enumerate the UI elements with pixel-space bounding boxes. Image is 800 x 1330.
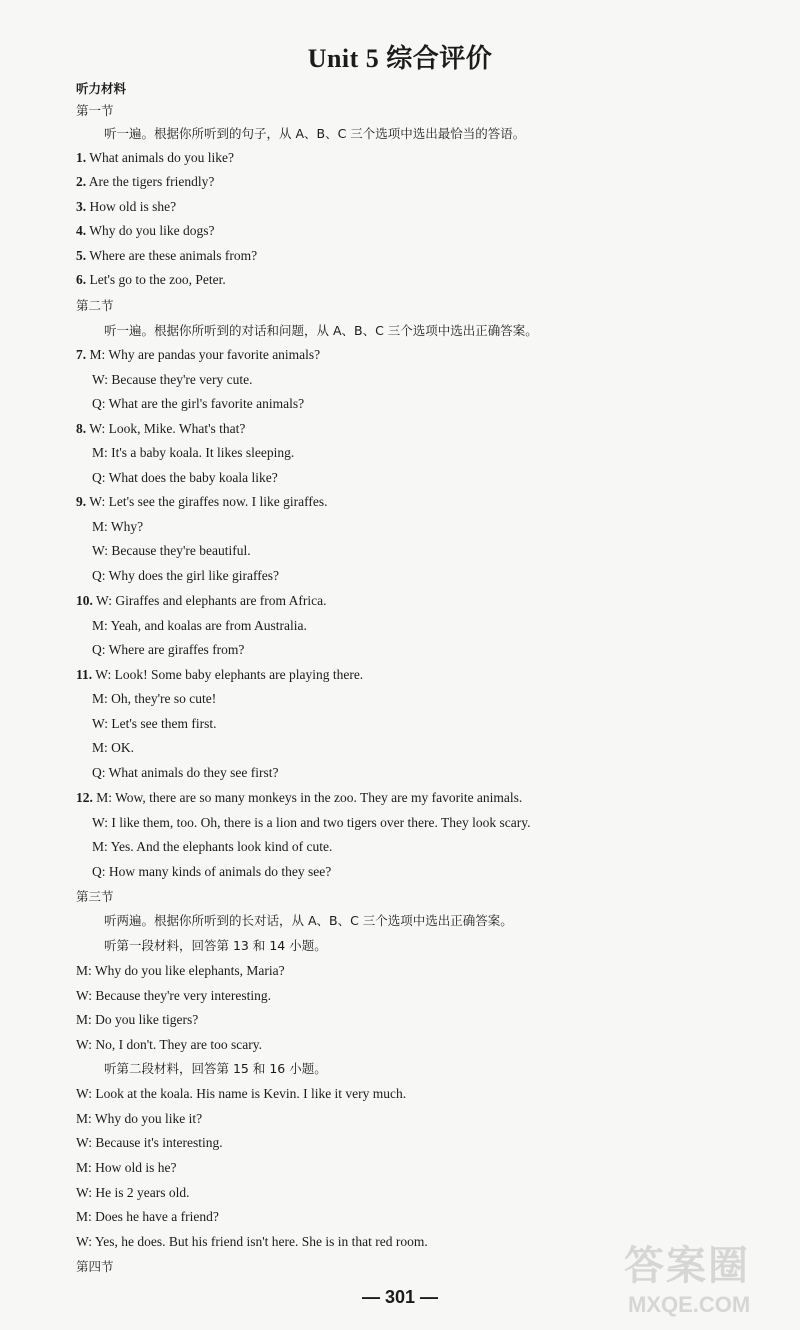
dialog-line: M: Do you like tigers? bbox=[76, 1012, 199, 1027]
dialog-line: W: He is 2 years old. bbox=[76, 1185, 190, 1200]
list-item: M: Oh, they're so cute! bbox=[92, 691, 217, 706]
list-item: M: Why? bbox=[92, 519, 144, 534]
list-item: M: OK. bbox=[92, 740, 135, 755]
page-title: Unit 5 综合评价 bbox=[307, 44, 493, 73]
dialog-line: W: No, I don't. They are too scary. bbox=[76, 1037, 263, 1052]
instruction-2: 听一遍。根据你所听到的对话和问题，从 A、B、C 三个选项中选出正确答案。 bbox=[104, 323, 538, 338]
instruction-1: 听一遍。根据你所听到的句子，从 A、B、C 三个选项中选出最恰当的答语。 bbox=[104, 126, 526, 141]
list-item: 11. W: Look! Some baby elephants are playing there. bbox=[76, 667, 364, 682]
list-item: 3. How old is she? bbox=[76, 199, 177, 214]
list-item: Q: How many kinds of animals do they see? bbox=[92, 864, 332, 879]
list-item: 1. What animals do you like? bbox=[76, 150, 234, 165]
page-number: — 301 — bbox=[361, 1287, 439, 1307]
list-item: 9. W: Let's see the giraffes now. I like giraffes. bbox=[76, 494, 328, 509]
list-item: 2. Are the tigers friendly? bbox=[76, 174, 215, 189]
list-item: 12. M: Wow, there are so many monkeys in the zoo. They are my favorite animals. bbox=[76, 790, 523, 805]
list-item: 8. W: Look, Mike. What's that? bbox=[76, 421, 246, 436]
list-item: M: Yeah, and koalas are from Australia. bbox=[92, 618, 307, 633]
list-item: Q: What are the girl's favorite animals? bbox=[92, 396, 305, 411]
watermark-logo bbox=[618, 1232, 788, 1324]
section-label-2: 第二节 bbox=[76, 298, 114, 313]
list-item: Q: What does the baby koala like? bbox=[92, 470, 278, 485]
dialog-line: M: How old is he? bbox=[76, 1160, 177, 1175]
dialog-line: M: Does he have a friend? bbox=[76, 1209, 219, 1224]
instruction-3: 听两遍。根据你所听到的长对话，从 A、B、C 三个选项中选出正确答案。 bbox=[104, 913, 513, 928]
section-label-4: 第四节 bbox=[76, 1259, 114, 1274]
list-item: M: It's a baby koala. It likes sleeping. bbox=[92, 445, 295, 460]
watermark-text: 答案圈 bbox=[624, 1243, 750, 1289]
list-item: Q: What animals do they see first? bbox=[92, 765, 279, 780]
dialog-line: W: Because they're very interesting. bbox=[76, 988, 271, 1003]
dialog-line: M: Why do you like elephants, Maria? bbox=[76, 963, 285, 978]
list-item: 10. W: Giraffes and elephants are from Africa. bbox=[76, 593, 327, 608]
list-item: W: Because they're beautiful. bbox=[92, 543, 251, 558]
section-label-3: 第三节 bbox=[76, 889, 114, 904]
list-item: W: Because they're very cute. bbox=[92, 372, 253, 387]
list-item: Q: Where are giraffes from? bbox=[92, 642, 245, 657]
list-item: W: Let's see them first. bbox=[92, 716, 217, 731]
dialog-line: W: Yes, he does. But his friend isn't here. She is in that red room. bbox=[76, 1234, 428, 1249]
list-item: W: I like them, too. Oh, there is a lion and two tigers over there. They look scary. bbox=[92, 815, 531, 830]
section-label-1: 第一节 bbox=[76, 103, 114, 118]
dialog-line: W: Look at the koala. His name is Kevin. I like it very much. bbox=[76, 1086, 407, 1101]
list-item: 6. Let's go to the zoo, Peter. bbox=[76, 272, 226, 287]
watermark-url: MXQE.COM bbox=[628, 1292, 751, 1317]
list-item: 5. Where are these animals from? bbox=[76, 248, 258, 263]
dialog-line: W: Because it's interesting. bbox=[76, 1135, 223, 1150]
list-item: M: Yes. And the elephants look kind of cute. bbox=[92, 839, 333, 854]
list-item: 7. M: Why are pandas your favorite animals? bbox=[76, 347, 321, 362]
list-item: Q: Why does the girl like giraffes? bbox=[92, 568, 279, 583]
dialog-line: M: Why do you like it? bbox=[76, 1111, 203, 1126]
instruction-3a: 听第一段材料，回答第 13 和 14 小题。 bbox=[104, 938, 327, 953]
section-heading: 听力材料 bbox=[76, 81, 127, 96]
instruction-3b: 听第二段材料，回答第 15 和 16 小题。 bbox=[104, 1061, 327, 1076]
list-item: 4. Why do you like dogs? bbox=[76, 223, 215, 238]
